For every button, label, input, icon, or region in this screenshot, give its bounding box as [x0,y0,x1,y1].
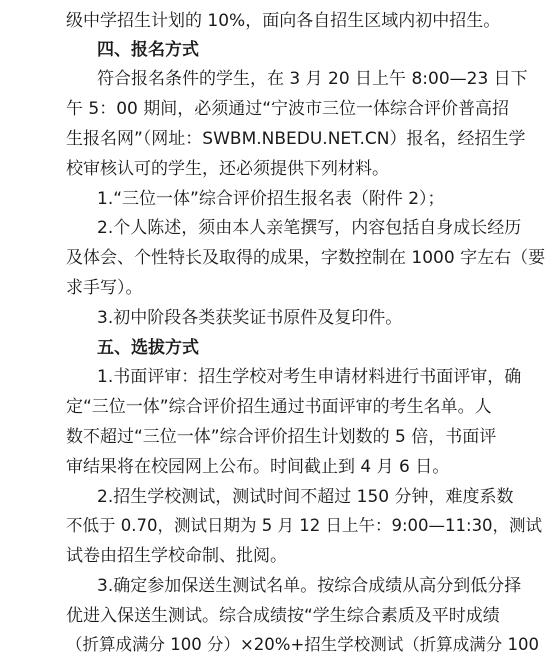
section-heading: 四、报名方式 [97,40,199,60]
list-item: 1.“三位一体”综合评价招生报名表（附件 2）； [97,189,445,209]
text-line: 优进入保送生测试。综合成绩按“学生综合素质及平时成绩 [66,606,500,626]
list-item: 1.书面评审：招生学校对考生申请材料进行书面评审，确 [97,367,522,387]
list-item: 3.确定参加保送生测试名单。按综合成绩从高分到低分择 [97,576,522,596]
text-line: 校审核认可的学生，还必须提供下列材料。 [66,159,389,179]
text-line: 定“三位一体”综合评价招生通过书面评审的考生名单。人 [66,397,492,417]
list-item: 2.个人陈述，须由本人亲笔撰写，内容包括自身成长经历 [97,218,522,238]
text-line: 生报名网”（网址：SWBM.NBEDU.NET.CN）报名，经招生学 [66,129,526,149]
text-line: 求手写）。 [66,278,143,298]
text-line: 午 5：00 期间，必须通过“宁波市三位一体综合评价普高招 [66,99,510,119]
text-line: 数不超过“三位一体”综合评价招生计划数的 5 倍，书面评 [66,427,497,447]
text-line: （折算成满分 100 分）×20%+招生学校测试（折算成满分 100 [66,635,540,654]
text-line: 审结果将在校园网上公布。时间截止到 4 月 6 日。 [66,457,450,477]
list-item: 3.初中阶段各类获奖证书原件及复印件。 [97,308,403,328]
text-line: 试卷由招生学校命制、批阅。 [66,546,287,566]
section-heading: 五、选拔方式 [97,338,199,358]
list-item: 2.招生学校测试，测试时间不超过 150 分钟，难度系数 [97,487,514,507]
text-line: 符合报名条件的学生，在 3 月 20 日上午 8:00—23 日下 [97,69,528,89]
text-line: 级中学招生计划的 10%，面向各自招生区域内初中招生。 [66,11,501,31]
text-line: 不低于 0.70，测试日期为 5 月 12 日上午：9:00—11:30，测试 [66,516,543,535]
text-line: 及体会、个性特长及取得的成果，字数控制在 1000 字左右（要 [66,248,546,268]
